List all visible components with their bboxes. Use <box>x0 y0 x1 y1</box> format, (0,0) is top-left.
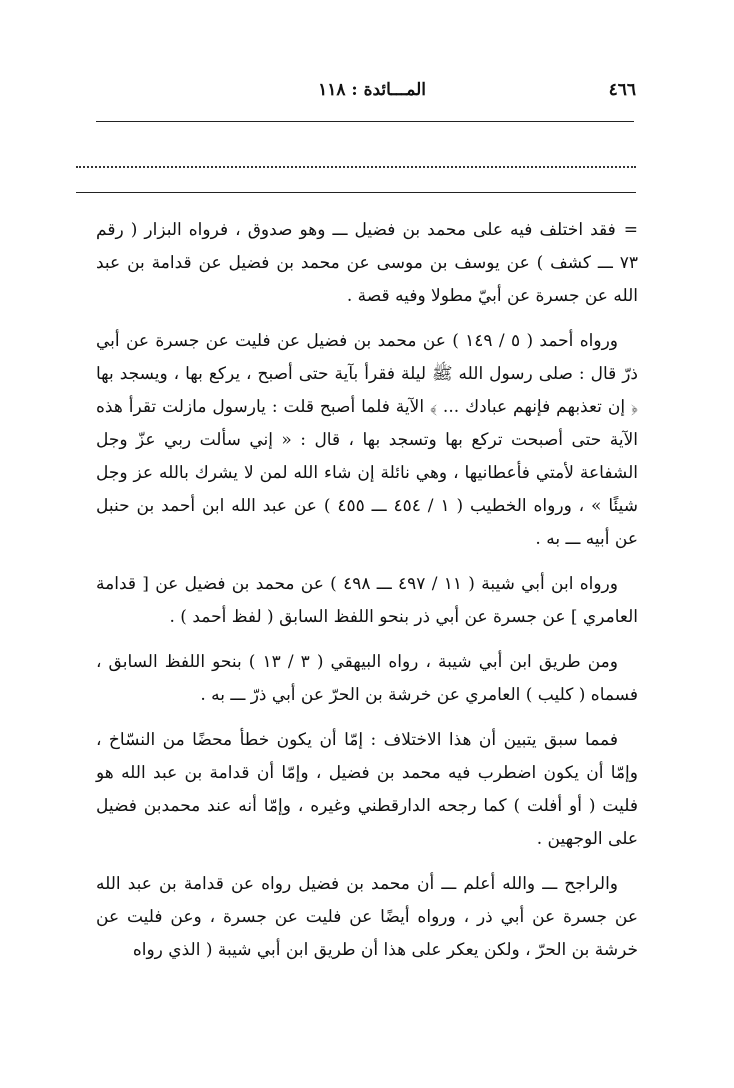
footnote-rule <box>76 192 636 193</box>
surah-reference: المـــائدة : ١١٨ <box>318 80 426 100</box>
footnote-body <box>96 214 638 979</box>
paragraph-text: فقد اختلف فيه على محمد بن فضيل ـــ وهو صدوق ، فرواه البزار ( رقم ٧٣ ـــ كشف ) عن يوسف بن موسى عن محمد بن فضيل عن قدامة بن عبد الله عن جسرة عن أبيّ مطولا وفيه قصة . <box>96 220 638 306</box>
header-rule <box>96 121 634 122</box>
paragraph-text: ورواه أحمد ( ٥ / ١٤٩ ) عن محمد بن فضيل عن فليت عن جسرة عن أبي ذرّ قال : صلى رسول الله ﷺ ليلة فقرأ بآية حتى أصبح ، يركع بها ، ويسجد بها ﴿ إن تعذبهم فإنهم عبادك ... ﴾ الآية فلما أصبح قلت : يارسول مازلت تقرأ هذه الآية حتى أصبحت تركع بها وتسجد بها ، قال : « إني سألت ربي عزّ وجل الشفاعة لأمتي فأعطانيها ، وهي نائلة إن شاء الله لمن لا يشرك بالله عز وجل شيئًا » ، ورواه الخطيب ( ١ / ٤٥٤ ـــ ٤٥٥ ) عن عبد الله ابن أحمد بن حنبل عن أبيه ـــ به . <box>96 331 639 549</box>
page-header <box>96 80 636 114</box>
paragraph-text: ومن طريق ابن أبي شيبة ، رواه البيهقي ( ٣ / ١٣ ) بنحو اللفظ السابق ، فسماه ( كليب ) العامري عن خرشة بن الحرّ عن أبي ذرّ ـــ به . <box>96 652 638 705</box>
paragraph-4 <box>96 646 638 712</box>
paragraph-text: والراجح ـــ والله أعلم ـــ أن محمد بن فضيل رواه عن قدامة بن عبد الله عن جسرة عن أبي ذر ، ورواه أيضًا عن فليت عن جسرة ، وعن فليت عن خرشة بن الحرّ ، ولكن يعكر على هذا أن طريق ابن أبي شيبة ( الذي رواه <box>96 874 638 960</box>
paragraph-3 <box>96 568 638 634</box>
paragraph-text: ورواه ابن أبي شيبة ( ١١ / ٤٩٧ ـــ ٤٩٨ ) عن محمد بن فضيل عن [ قدامة العامري ] عن جسرة عن أبي ذر بنحو اللفظ السابق ( لفظ أحمد ) . <box>96 574 638 627</box>
paragraph-2 <box>96 325 638 556</box>
continuation-mark: = <box>623 220 638 240</box>
page-number: ٤٦٦ <box>608 80 636 100</box>
dotted-separator <box>76 166 636 168</box>
paragraph-text: فمما سبق يتبين أن هذا الاختلاف : إمّا أن يكون خطأ محضًا من النسّاخ ، وإمّا أن يكون اضطرب فيه محمد بن فضيل ، وإمّا أن قدامة بن عبد الله هو فليت ( أو أفلت ) كما رجحه الدارقطني وغيره ، وإمّا أنه عند محمدبن فضيل على الوجهين . <box>96 730 638 849</box>
paragraph-1 <box>96 214 638 313</box>
paragraph-6 <box>96 868 638 967</box>
paragraph-5 <box>96 724 638 856</box>
